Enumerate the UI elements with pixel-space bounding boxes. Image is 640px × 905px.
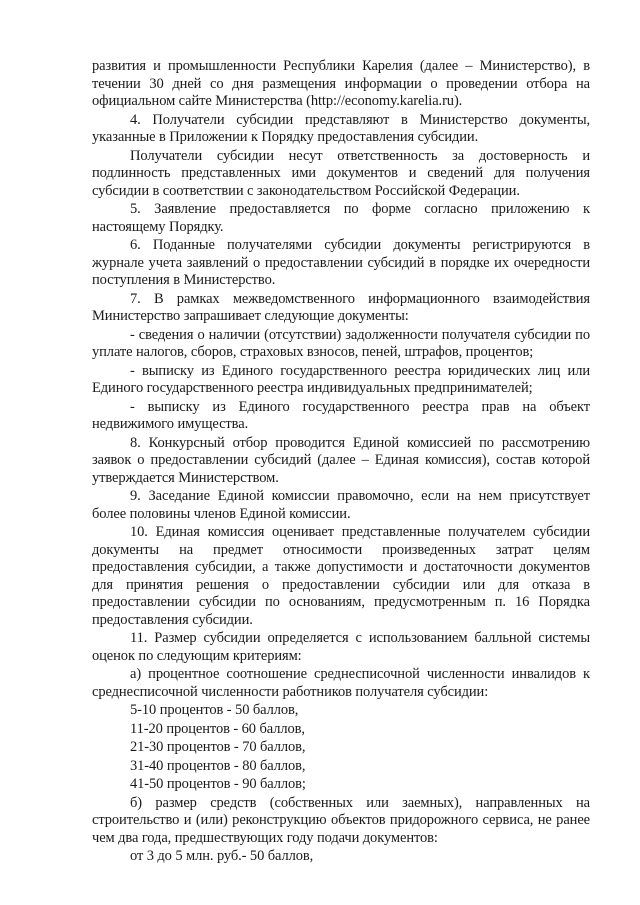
paragraph-5: 5. Заявление предоставляется по форме согласно приложению к настоящему Порядку. xyxy=(92,201,590,235)
document-body xyxy=(92,58,590,866)
list-item-debt-info: - сведения о наличии (отсутствии) задолженности получателя субсидии по уплате налогов, сборов, страховых взносов, пеней, штрафов, процентов; xyxy=(92,326,590,360)
list-item-property-extract: - выписку из Единого государственного реестра прав на объект недвижимого имущества. xyxy=(92,398,590,432)
paragraph-4: 4. Получатели субсидии представляют в Министерство документы, указанные в Приложении к Порядку предоставления субсидии. xyxy=(92,111,590,145)
paragraph-7: 7. В рамках межведомственного информационного взаимодействия Министерство запрашивает следующие документы: xyxy=(92,290,590,324)
paragraph-10: 10. Единая комиссия оценивает представленные получателем субсидии документы на предмет относимости произведенных затрат целям предоставления субсидии, а также допустимости и достаточности документов для принятия решения о предоставлении субсидии или для отказа в предоставлении субсидии по основаниям, предусмотренным п. 16 Порядка предоставления субсидии. xyxy=(92,524,590,628)
criterion-a: а) процентное соотношение среднесписочной численности инвалидов к среднесписочной численности работников получателя субсидии: xyxy=(92,666,590,700)
score-line: 21-30 процентов - 70 баллов, xyxy=(130,739,306,755)
paragraph-8: 8. Конкурсный отбор проводится Единой комиссией по рассмотрению заявок о предоставлении субсидий (далее – Единая комиссия), состав которой утверждается Министерством. xyxy=(92,434,590,486)
paragraph-responsibility: Получатели субсидии несут ответственность за достоверность и подлинность представленных ими документов и сведений для получения субсидии в соответствии с законодательством Российской Федерации. xyxy=(92,147,590,199)
score-line: 41-50 процентов - 90 баллов; xyxy=(130,776,306,792)
paragraph-11: 11. Размер субсидии определяется с использованием балльной системы оценок по следующим критериям: xyxy=(92,630,590,664)
list-item-registry-extract: - выписку из Единого государственного реестра юридических лиц или Единого государственного реестра индивидуальных предпринимателей; xyxy=(92,362,590,396)
score-line: 31-40 процентов - 80 баллов, xyxy=(130,757,306,774)
paragraph-continuation: развития и промышленности Республики Карелия (далее – Министерство), в течении 30 дней со дня размещения информации о проведении отбора на официальном сайте Министерства (http://economy.karelia.ru). xyxy=(92,58,590,109)
score-line: 11-20 процентов - 60 баллов, xyxy=(130,720,305,737)
score-line: от 3 до 5 млн. руб.- 50 баллов, xyxy=(130,848,314,864)
paragraph-9: 9. Заседание Единой комиссии правомочно, если на нем присутствует более половины членов Единой комиссии. xyxy=(92,488,590,522)
criterion-b: б) размер средств (собственных или заемных), направленных на строительство и (или) реконструкцию объектов придорожного сервиса, не ранее чем два года, предшествующих году подачи документов: xyxy=(92,794,590,846)
score-line: 5-10 процентов - 50 баллов, xyxy=(130,702,299,718)
paragraph-6: 6. Поданные получателями субсидии документы регистрируются в журнале учета заявлений о предоставлении субсидий в порядке их очередности поступления в Министерство. xyxy=(92,237,590,288)
